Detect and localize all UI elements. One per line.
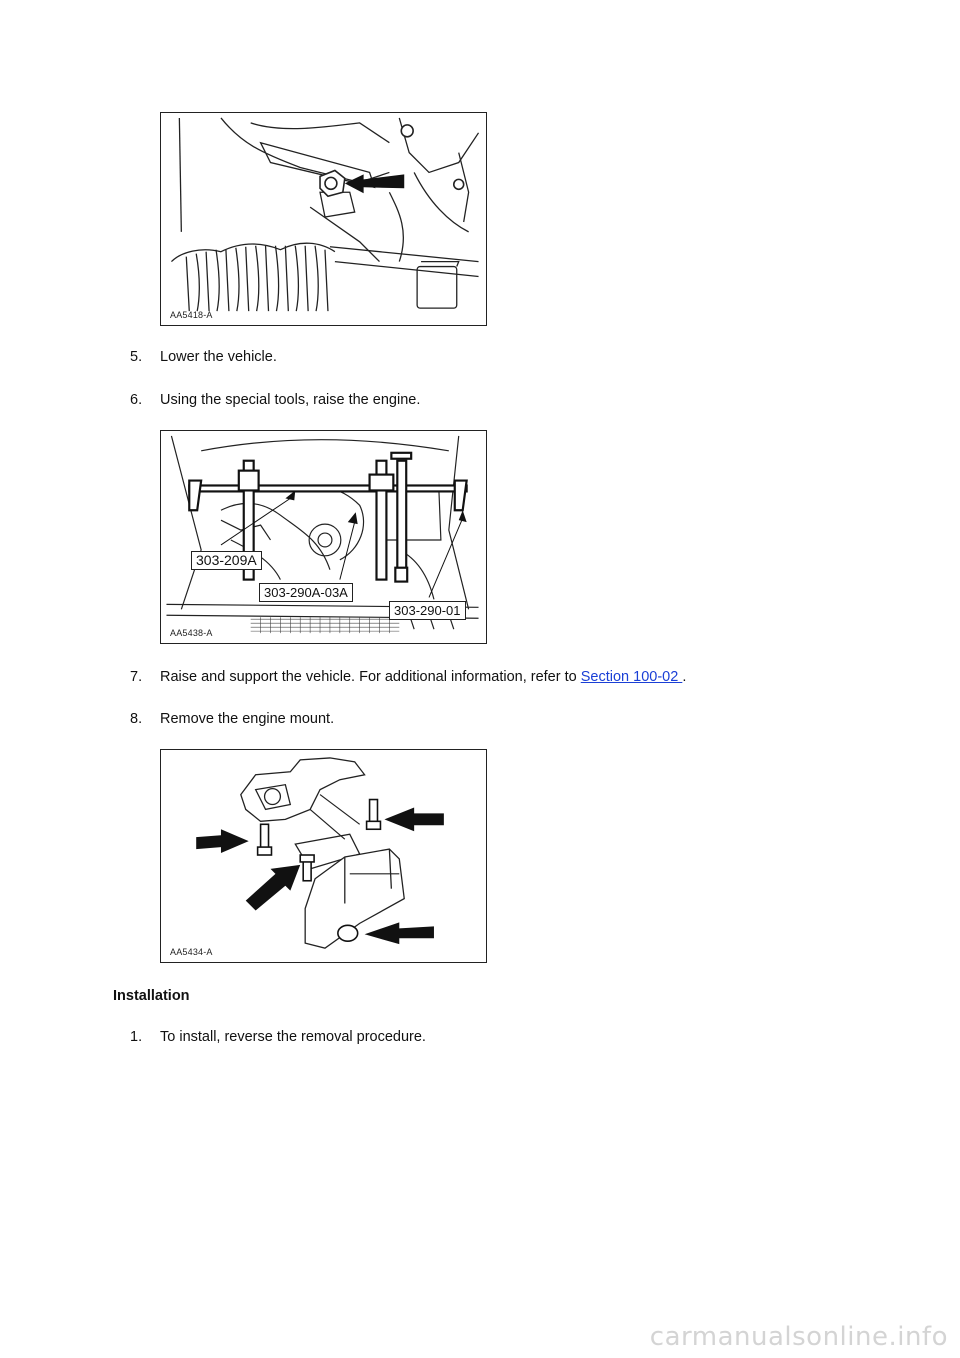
watermark: carmanualsonline.info (649, 1322, 948, 1352)
step-5 (130, 348, 277, 366)
step-number: 5. (130, 349, 143, 365)
figure-code: AA5434-A (170, 947, 213, 957)
tool-label-303-209a: 303-209A (191, 551, 262, 570)
step-text: Remove the engine mount. (160, 711, 335, 727)
installation-step-1 (130, 1028, 426, 1046)
step-text: Raise and support the vehicle. For additional information, refer to (160, 669, 581, 685)
step-text: To install, reverse the removal procedure. (160, 1029, 426, 1045)
step-number: 8. (130, 711, 143, 727)
illustration-aa5418 (161, 113, 486, 325)
step-7 (130, 668, 686, 686)
tool-label-303-290a-03a: 303-290A-03A (259, 583, 353, 602)
figure-aa5438 (160, 430, 487, 644)
section-link[interactable]: Section 100-02 (580, 669, 683, 685)
figure-aa5434 (160, 749, 487, 963)
step-8 (130, 710, 334, 728)
step-suffix: . (682, 669, 687, 685)
step-number: 1. (130, 1029, 143, 1045)
step-number: 6. (130, 392, 143, 408)
step-text: Using the special tools, raise the engine. (160, 392, 421, 408)
figure-code: AA5438-A (170, 628, 213, 638)
step-6 (130, 391, 420, 409)
figure-aa5418 (160, 112, 487, 326)
tool-label-303-290-01: 303-290-01 (389, 601, 466, 620)
figure-code: AA5418-A (170, 310, 213, 320)
step-number: 7. (130, 669, 143, 685)
illustration-aa5434 (161, 750, 486, 962)
installation-heading: Installation (113, 988, 190, 1004)
step-text: Lower the vehicle. (160, 349, 277, 365)
